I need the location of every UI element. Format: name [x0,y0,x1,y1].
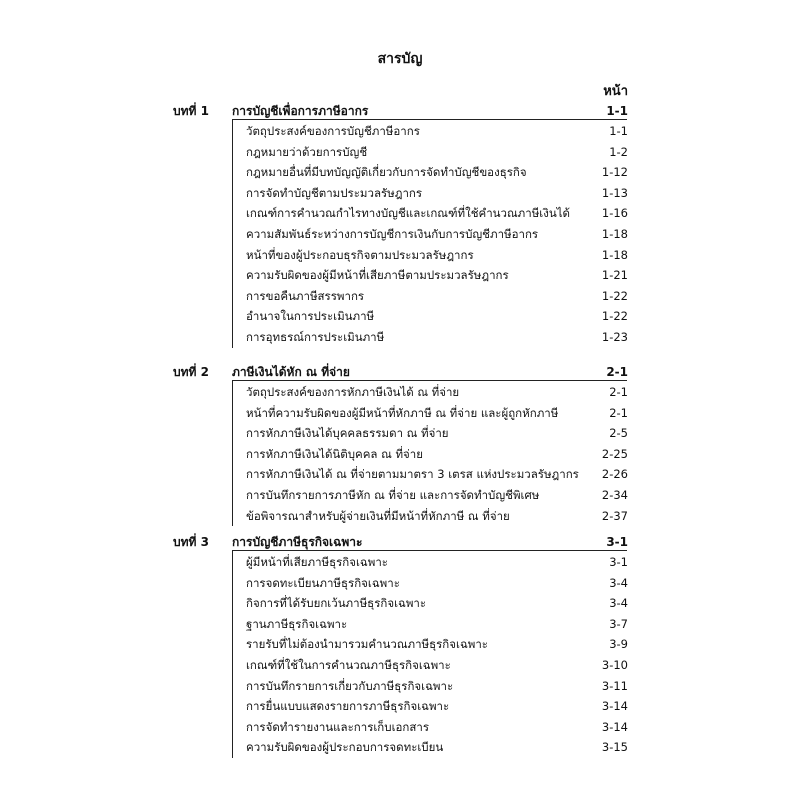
entry-page: 1-22 [601,289,628,303]
toc-title: สารบัญ [377,51,423,67]
entry-page: 2-1 [609,406,628,420]
chapter-row [0,101,800,121]
toc-entry [0,464,800,484]
toc-entry [0,203,800,223]
entry-page: 3-7 [609,617,628,631]
chapter-row [0,532,800,552]
entry-title: การบันทึกรายการเกี่ยวกับภาษีธุรกิจเฉพาะ [246,679,454,693]
entry-page: 3-9 [609,637,628,651]
entry-page: 1-13 [601,186,628,200]
entry-page: 1-16 [601,206,628,220]
toc-entry [0,224,800,244]
entry-page: 3-10 [601,658,628,672]
toc-entry [0,423,800,443]
entry-page: 1-22 [601,309,628,323]
entry-title: ความรับผิดของผู้มีหน้าที่เสียภาษีตามประมวลรัษฎากร [246,268,509,282]
entry-title: อำนาจในการประเมินภาษี [246,309,375,323]
entry-page: 2-1 [609,385,628,399]
entry-title: เกณฑ์ที่ใช้ในการคำนวณภาษีธุรกิจเฉพาะ [246,658,451,672]
entry-page: 1-12 [601,165,628,179]
toc-entry [0,614,800,634]
entry-title: ความรับผิดของผู้ประกอบการจดทะเบียน [246,740,444,754]
entry-title: หน้าที่ความรับผิดของผู้มีหน้าที่หักภาษี ณ ที่จ่าย และผู้ถูกหักภาษี [246,406,559,420]
entry-title: การจัดทำบัญชีตามประมวลรัษฎากร [246,186,423,200]
toc-entry [0,286,800,306]
entry-title: เกณฑ์การคำนวณกำไรทางบัญชีและเกณฑ์ที่ใช้คำนวณภาษีเงินได้ [246,206,570,220]
page-column-header: หน้า [603,84,628,99]
entry-page: 3-1 [609,555,628,569]
entry-page: 1-1 [609,124,628,138]
entry-page: 3-4 [609,596,628,610]
entry-title: การหักภาษีเงินได้ ณ ที่จ่ายตามมาตรา 3 เตรส แห่งประมวลรัษฎากร [246,467,579,481]
chapter-title: การบัญชีเพื่อการภาษีอากร [232,104,369,118]
chapter-page: 1-1 [606,104,628,118]
toc-entry [0,245,800,265]
toc-entry [0,121,800,141]
chapter-title: ภาษีเงินได้หัก ณ ที่จ่าย [232,365,350,379]
toc-entry [0,162,800,182]
toc-entry [0,306,800,326]
entry-title: ข้อพิจารณาสำหรับผู้จ่ายเงินที่มีหน้าที่หักภาษี ณ ที่จ่าย [246,509,510,523]
entry-title: การหักภาษีเงินได้นิติบุคคล ณ ที่จ่าย [246,447,423,461]
toc-entry [0,382,800,402]
chapter-underline [232,119,627,120]
chapter-underline [232,380,627,381]
entry-page: 3-14 [601,699,628,713]
toc-entry [0,676,800,696]
entry-page: 1-18 [601,248,628,262]
toc-entry [0,142,800,162]
toc-entry [0,737,800,757]
chapter-page: 2-1 [606,365,628,379]
toc-entry [0,183,800,203]
entry-page: 2-5 [609,426,628,440]
toc-entry [0,403,800,423]
chapter-label: บทที่ 2 [173,365,209,379]
entry-page: 2-34 [601,488,628,502]
entry-page: 1-2 [609,145,628,159]
entry-page: 1-18 [601,227,628,241]
entry-title: ผู้มีหน้าที่เสียภาษีธุรกิจเฉพาะ [246,555,388,569]
toc-entry [0,655,800,675]
entry-title: กฎหมายอื่นที่มีบทบัญญัติเกี่ยวกับการจัดทำบัญชีของธุรกิจ [246,165,527,179]
toc-entry [0,717,800,737]
toc-entry [0,552,800,572]
entry-title: การยื่นแบบแสดงรายการภาษีธุรกิจเฉพาะ [246,699,450,713]
entry-title: การบันทึกรายการภาษีหัก ณ ที่จ่าย และการจัดทำบัญชีพิเศษ [246,488,540,502]
entry-title: วัตถุประสงค์ของการบัญชีภาษีอากร [246,124,420,138]
chapter-underline [232,550,627,551]
entry-title: รายรับที่ไม่ต้องนำมารวมคำนวณภาษีธุรกิจเฉพาะ [246,637,488,651]
toc-entry [0,444,800,464]
entry-page: 3-11 [601,679,628,693]
entry-title: การจัดทำรายงานและการเก็บเอกสาร [246,720,430,734]
entry-title: การอุทธรณ์การประเมินภาษี [246,330,385,344]
chapter-row [0,362,800,382]
entry-title: กิจการที่ได้รับยกเว้นภาษีธุรกิจเฉพาะ [246,596,427,610]
chapter-title: การบัญชีภาษีธุรกิจเฉพาะ [232,535,363,549]
toc-entry [0,696,800,716]
entry-title: ฐานภาษีธุรกิจเฉพาะ [246,617,348,631]
chapter-label: บทที่ 1 [173,104,209,118]
toc-entry [0,634,800,654]
entry-page: 2-37 [601,509,628,523]
entry-page: 3-14 [601,720,628,734]
entry-title: กฎหมายว่าด้วยการบัญชี [246,145,368,159]
entry-title: การจดทะเบียนภาษีธุรกิจเฉพาะ [246,576,400,590]
entry-title: วัตถุประสงค์ของการหักภาษีเงินได้ ณ ที่จ่าย [246,385,460,399]
toc-entry [0,506,800,526]
entry-title: การขอคืนภาษีสรรพากร [246,289,365,303]
entry-page: 2-25 [601,447,628,461]
entry-page: 2-26 [601,467,628,481]
entry-page: 1-21 [601,268,628,282]
entry-page: 1-23 [601,330,628,344]
chapter-page: 3-1 [606,535,628,549]
entry-title: ความสัมพันธ์ระหว่างการบัญชีการเงินกับการบัญชีภาษีอากร [246,227,539,241]
toc-entry [0,573,800,593]
entry-page: 3-4 [609,576,628,590]
entry-page: 3-15 [601,740,628,754]
toc-entry [0,265,800,285]
toc-entry [0,593,800,613]
toc-entry [0,327,800,347]
toc-entry [0,485,800,505]
entry-title: การหักภาษีเงินได้บุคคลธรรมดา ณ ที่จ่าย [246,426,449,440]
entry-title: หน้าที่ของผู้ประกอบธุรกิจตามประมวลรัษฎากร [246,248,474,262]
chapter-label: บทที่ 3 [173,535,209,549]
